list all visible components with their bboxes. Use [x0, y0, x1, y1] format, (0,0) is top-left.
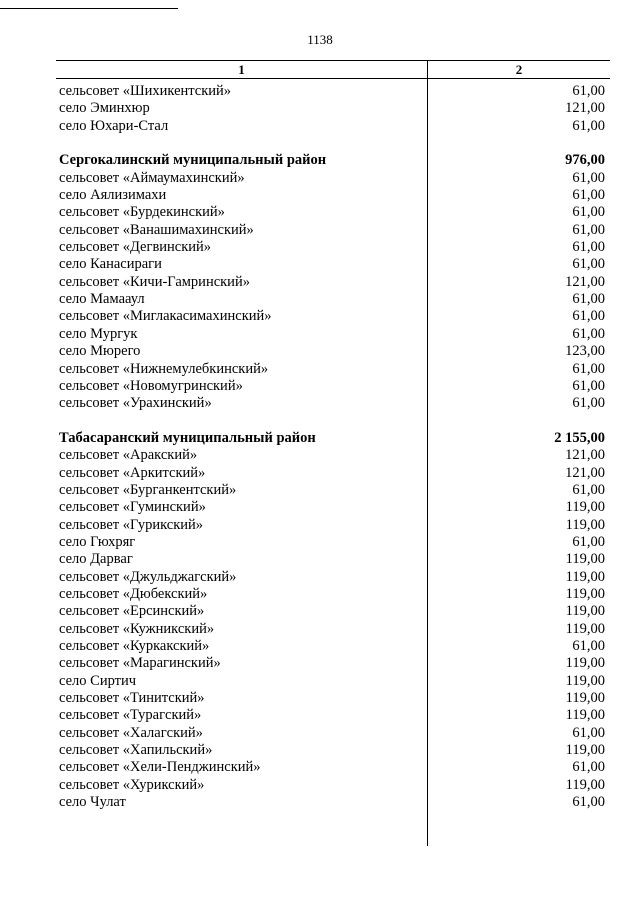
amount-value: 61,00	[572, 308, 605, 325]
amount-value: 61,00	[572, 204, 605, 221]
settlement-name	[56, 135, 430, 152]
amount-value: 119,00	[565, 742, 605, 759]
settlement-name: сельсовет «Аймаумахинский»	[59, 169, 245, 186]
district-total-row	[56, 430, 610, 447]
amount-value: 61,00	[572, 325, 605, 342]
settlement-name: село Мюрего	[59, 343, 141, 360]
top-rule	[0, 8, 178, 9]
settlement-name: сельсовет «Дюбекский»	[59, 585, 208, 602]
settlement-name: село Мамааул	[59, 291, 145, 308]
table-row	[56, 308, 610, 325]
table-row	[56, 239, 610, 256]
amount-value: 61,00	[572, 794, 605, 811]
amount-value: 119,00	[565, 672, 605, 689]
settlement-name: сельсовет «Аракский»	[59, 447, 198, 464]
settlement-name: сельсовет «Шихикентский»	[59, 83, 232, 99]
settlement-name: сельсовет «Гуминский»	[59, 499, 206, 516]
column-header-1: 1	[238, 62, 245, 77]
table-row	[56, 343, 610, 360]
table-row	[56, 465, 610, 482]
settlement-name: село Канасираги	[59, 256, 162, 273]
amount-value: 61,00	[572, 117, 605, 134]
table-body	[56, 83, 610, 811]
amount-value: 119,00	[565, 585, 605, 602]
settlement-name: сельсовет «Джульджагский»	[59, 568, 237, 585]
amount-value: 61,00	[572, 169, 605, 186]
table-row	[56, 187, 610, 204]
amount-value: 121,00	[565, 273, 605, 290]
settlement-name: сельсовет «Халагский»	[59, 724, 203, 741]
settlement-name: сельсовет «Тинитский»	[59, 690, 205, 707]
table-row	[56, 690, 610, 707]
settlement-name: сельсовет «Новомугринский»	[59, 377, 243, 394]
table-row	[56, 621, 610, 638]
table-row	[56, 482, 610, 499]
settlement-name: сельсовет «Ерсинский»	[59, 603, 205, 620]
amount-value: 119,00	[565, 551, 605, 568]
table-row	[56, 83, 610, 100]
table-row	[56, 291, 610, 308]
settlement-name: сельсовет «Куркакский»	[59, 638, 210, 654]
table-row	[56, 499, 610, 516]
table-row	[56, 742, 610, 759]
settlement-name: село Мургук	[59, 325, 138, 342]
table-row	[56, 759, 610, 776]
amount-value: 61,00	[572, 239, 605, 256]
table-row	[56, 534, 610, 551]
table-row	[56, 170, 610, 187]
table-row	[56, 603, 610, 620]
table-row	[56, 638, 610, 655]
district-name: Сергокалинский муниципальный район	[59, 152, 327, 169]
table-row	[56, 100, 610, 117]
district-total-row	[56, 152, 610, 169]
table-row	[56, 725, 610, 742]
amount-value: 119,00	[565, 516, 605, 533]
table-row	[56, 569, 610, 586]
table-row	[56, 777, 610, 794]
table-row	[56, 204, 610, 221]
table-row	[56, 274, 610, 291]
settlement-name: село Дарваг	[59, 551, 133, 568]
table-row	[56, 395, 610, 412]
amount-value: 61,00	[572, 221, 605, 238]
settlement-name: село Сиртич	[59, 672, 137, 689]
amount-value: 119,00	[565, 707, 605, 724]
settlement-name: сельсовет «Нижнемулебкинский»	[59, 360, 269, 377]
amount-value	[430, 135, 610, 152]
amount-value: 121,00	[565, 100, 605, 117]
table-row	[56, 551, 610, 568]
amount-value	[430, 413, 610, 430]
settlement-name: село Гюхряг	[59, 533, 136, 550]
settlement-name: село Чулат	[59, 794, 126, 811]
allocation-table	[56, 60, 610, 811]
amount-value: 61,00	[572, 533, 605, 550]
amount-value: 119,00	[565, 690, 605, 707]
amount-value: 121,00	[565, 447, 605, 464]
amount-value: 123,00	[565, 343, 605, 360]
table-row	[56, 256, 610, 273]
amount-value: 61,00	[572, 291, 605, 308]
table-row	[56, 707, 610, 724]
amount-value: 61,00	[572, 377, 605, 394]
amount-value: 121,00	[565, 464, 605, 481]
settlement-name: сельсовет «Ванашимахинский»	[59, 221, 254, 238]
table-row	[56, 586, 610, 603]
settlement-name: сельсовет «Миглакасимахинский»	[59, 308, 272, 325]
table-row	[56, 378, 610, 395]
amount-value: 61,00	[572, 256, 605, 273]
settlement-name: сельсовет «Кужникский»	[59, 620, 215, 637]
table-row	[56, 361, 610, 378]
amount-value: 61,00	[572, 395, 605, 412]
settlement-name	[56, 413, 430, 430]
table-row	[56, 326, 610, 343]
table-header	[56, 60, 610, 79]
settlement-name: село Аялизимахи	[59, 187, 167, 204]
settlement-name: сельсовет «Аркитский»	[59, 464, 206, 481]
amount-value: 119,00	[565, 603, 605, 620]
table-row	[56, 118, 610, 135]
table-row	[56, 517, 610, 534]
settlement-name: сельсовет «Кичи-Гамринский»	[59, 273, 250, 290]
district-name: Табасаранский муниципальный район	[59, 429, 316, 446]
amount-value: 61,00	[572, 83, 605, 99]
settlement-name: сельсовет «Хапильский»	[59, 742, 213, 759]
spacer-row	[56, 135, 610, 152]
amount-value: 61,00	[572, 187, 605, 204]
settlement-name: сельсовет «Марагинский»	[59, 655, 221, 672]
amount-value: 61,00	[572, 481, 605, 498]
settlement-name: сельсовет «Бурганкентский»	[59, 481, 237, 498]
table-row	[56, 655, 610, 672]
settlement-name: село Эминхюр	[59, 100, 150, 117]
amount-value: 61,00	[572, 724, 605, 741]
amount-value: 119,00	[565, 499, 605, 516]
table-row	[56, 222, 610, 239]
amount-value: 119,00	[565, 655, 605, 672]
settlement-name: сельсовет «Гурикский»	[59, 516, 204, 533]
district-total-value: 2 155,00	[554, 429, 605, 446]
page-number: 1138	[307, 32, 333, 47]
settlement-name: сельсовет «Турагский»	[59, 707, 202, 724]
column-header-2: 2	[427, 61, 610, 78]
amount-value: 119,00	[565, 568, 605, 585]
settlement-name: село Юхари-Стал	[59, 117, 169, 134]
table-row	[56, 447, 610, 464]
district-total-value: 976,00	[565, 152, 605, 169]
settlement-name: сельсовет «Хели-Пенджинский»	[59, 759, 261, 776]
settlement-name: сельсовет «Хурикский»	[59, 776, 205, 793]
amount-value: 119,00	[565, 620, 605, 637]
table-row	[56, 673, 610, 690]
amount-value: 61,00	[572, 360, 605, 377]
settlement-name: сельсовет «Бурдекинский»	[59, 204, 225, 221]
amount-value: 61,00	[572, 759, 605, 776]
amount-value: 61,00	[572, 638, 605, 654]
spacer-row	[56, 413, 610, 430]
table-row	[56, 794, 610, 811]
settlement-name: сельсовет «Урахинский»	[59, 395, 212, 412]
settlement-name: сельсовет «Дегвинский»	[59, 239, 212, 256]
amount-value: 119,00	[565, 776, 605, 793]
